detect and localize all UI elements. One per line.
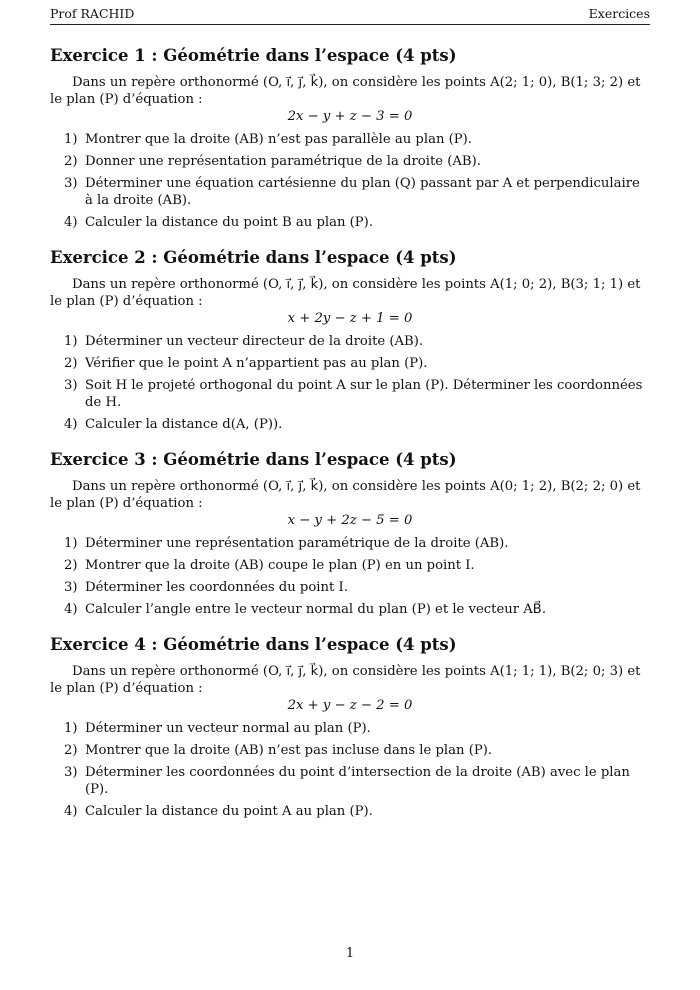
question-text: Déterminer une équation cartésienne du plan (Q) passant par A et perpendiculaire à la droite (AB). [85, 176, 640, 208]
question-text: Montrer que la droite (AB) coupe le plan (P) en un point I. [85, 558, 475, 573]
exercise-intro: Dans un repère orthonormé (O, i⃗, j⃗, k⃗), on considère les points A(2; 1; 0), B(1; 3; 2) et le plan (P) d’équation : [50, 75, 641, 107]
question-item: 2) Vérifier que le point A n’appartient pas au plan (P). [64, 356, 428, 371]
question-item: 1) Déterminer un vecteur directeur de la droite (AB). [64, 334, 424, 349]
question-list [50, 720, 650, 820]
question-text: Déterminer les coordonnées du point I. [85, 580, 348, 595]
question-text: Calculer la distance du point A au plan (P). [85, 804, 373, 819]
question-item: 2) Montrer que la droite (AB) coupe le plan (P) en un point I. [64, 558, 475, 573]
exercise-intro: Dans un repère orthonormé (O, i⃗, j⃗, k⃗), on considère les points A(1; 0; 2), B(3; 1; 1) et le plan (P) d’équation : [50, 277, 641, 309]
question-item: 3) Déterminer les coordonnées du point d’intersection de la droite (AB) avec le plan (P). [64, 765, 630, 797]
question-item: 1) Déterminer un vecteur normal au plan (P). [64, 721, 371, 736]
header-author: Prof RACHID [50, 6, 135, 21]
exercise-title: Exercice 4 : Géométrie dans l’espace (4 pts) [50, 635, 457, 654]
question-item: 2) Donner une représentation paramétrique de la droite (AB). [64, 154, 481, 169]
exercise-2 [50, 248, 650, 433]
question-list [50, 333, 650, 433]
question-text: Déterminer un vecteur directeur de la droite (AB). [85, 334, 424, 349]
question-text: Vérifier que le point A n’appartient pas au plan (P). [85, 356, 428, 371]
question-text: Calculer l’angle entre le vecteur normal du plan (P) et le vecteur AB⃗. [85, 602, 547, 617]
question-item: 3) Soit H le projeté orthogonal du point A sur le plan (P). Déterminer les coordonnées de H. [64, 378, 643, 410]
question-text: Montrer que la droite (AB) n’est pas incluse dans le plan (P). [85, 743, 493, 758]
question-text: Montrer que la droite (AB) n’est pas parallèle au plan (P). [85, 132, 472, 147]
plane-equation: x + 2y − z + 1 = 0 [287, 311, 413, 326]
header-section: Exercices [588, 6, 650, 21]
question-list [50, 131, 650, 231]
question-item: 3) Déterminer une équation cartésienne du plan (Q) passant par A et perpendiculaire à la droite (AB). [64, 176, 640, 208]
plane-equation: 2x + y − z − 2 = 0 [287, 698, 413, 713]
question-list [50, 535, 650, 618]
exercise-1 [50, 46, 650, 231]
question-item: 1) Montrer que la droite (AB) n’est pas parallèle au plan (P). [64, 132, 472, 147]
exercise-3 [50, 450, 650, 618]
plane-equation: 2x − y + z − 3 = 0 [287, 109, 413, 124]
exercise-title: Exercice 2 : Géométrie dans l’espace (4 pts) [50, 248, 457, 267]
question-item: 4) Calculer la distance du point B au plan (P). [64, 215, 374, 230]
question-text: Calculer la distance du point B au plan (P). [85, 215, 374, 230]
question-text: Déterminer une représentation paramétrique de la droite (AB). [85, 536, 509, 551]
exercise-title: Exercice 3 : Géométrie dans l’espace (4 pts) [50, 450, 457, 469]
exercise-intro: Dans un repère orthonormé (O, i⃗, j⃗, k⃗), on considère les points A(0; 1; 2), B(2; 2; 0) et le plan (P) d’équation : [50, 479, 641, 511]
plane-equation: x − y + 2z − 5 = 0 [287, 513, 413, 528]
question-text: Déterminer un vecteur normal au plan (P). [85, 721, 371, 736]
page-number: 1 [345, 946, 355, 961]
exercise-intro: Dans un repère orthonormé (O, i⃗, j⃗, k⃗), on considère les points A(1; 1; 1), B(2; 0; 3) et le plan (P) d’équation : [50, 664, 641, 696]
question-item: 2) Montrer que la droite (AB) n’est pas incluse dans le plan (P). [64, 743, 493, 758]
question-text: Calculer la distance d(A, (P)). [85, 417, 283, 432]
question-item: 4) Calculer la distance d(A, (P)). [64, 417, 283, 432]
exercises-container [50, 46, 650, 837]
exercise-title: Exercice 1 : Géométrie dans l’espace (4 pts) [50, 46, 457, 65]
question-item: 4) Calculer la distance du point A au plan (P). [64, 804, 373, 819]
question-item: 1) Déterminer une représentation paramétrique de la droite (AB). [64, 536, 509, 551]
question-text: Déterminer les coordonnées du point d’intersection de la droite (AB) avec le plan (P). [85, 765, 630, 797]
question-text: Soit H le projeté orthogonal du point A sur le plan (P). Déterminer les coordonnées de H. [85, 378, 643, 410]
question-text: Donner une représentation paramétrique de la droite (AB). [85, 154, 481, 169]
page-header [50, 6, 650, 25]
exercise-4 [50, 635, 650, 820]
question-item: 4) Calculer l’angle entre le vecteur normal du plan (P) et le vecteur AB⃗. [64, 602, 547, 617]
question-item: 3) Déterminer les coordonnées du point I. [64, 580, 348, 595]
